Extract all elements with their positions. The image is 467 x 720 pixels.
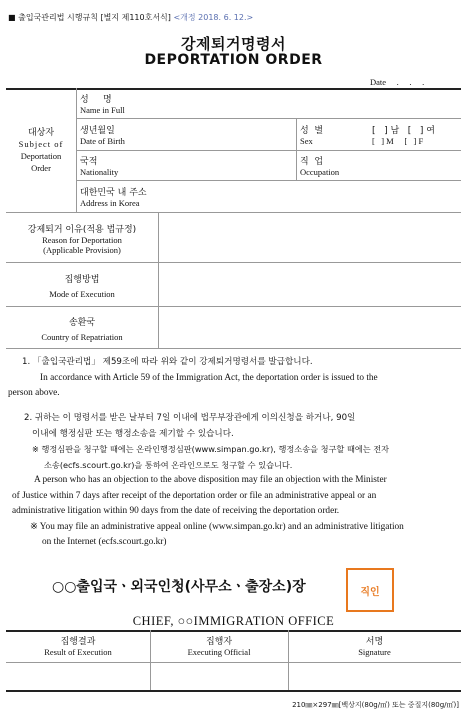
subject-label-ko: 대상자: [27, 128, 55, 138]
reason-label-en-2: (Applicable Provision): [43, 245, 121, 255]
signature-header-en: Signature: [358, 647, 391, 657]
reason-label: [6, 222, 158, 255]
official-seal: [346, 568, 394, 612]
official-header-en: Executing Official: [187, 647, 251, 657]
repatriation-label-en: Country of Repatriation: [41, 332, 123, 342]
seal-label: 직인: [360, 586, 380, 598]
bullet-icon: ■: [8, 13, 16, 22]
notice-2-ko-4: 소송(ecfs.scourt.go.kr)을 통하여 온라인으로도 청구할 수 있습니다.: [44, 459, 293, 470]
dob-label-en: Date of Birth: [80, 136, 125, 146]
issuer-title-en: CHIEF, ○○IMMIGRATION OFFICE: [132, 614, 335, 628]
official-header: [150, 634, 288, 657]
form-reference: 출입국관리법 시행규칙 [별지 제110호서식]: [18, 13, 171, 22]
notice-2-en-2: of Justice within 7 days after receipt of the deportation order or file an administrative appeal or an: [12, 490, 377, 501]
date-label: Date . . .: [370, 77, 425, 87]
official-input[interactable]: [152, 664, 286, 688]
reason-label-en-1: Reason for Deportation: [42, 235, 122, 245]
notice-2-en-1: A person who has an objection to the above disposition may file an objection with the Minister: [34, 475, 387, 485]
mode-label: [6, 272, 158, 299]
sex-options-en[interactable]: [ ] M [ ] F: [372, 136, 424, 146]
reason-label-ko: 강제퇴거 이유(적용 법규정): [27, 225, 137, 235]
notice-2: [12, 411, 464, 551]
reason-input[interactable]: [160, 214, 460, 260]
subject-label: [6, 125, 76, 174]
name-field[interactable]: [80, 92, 125, 115]
notice-2-en-3: administrative litigation within 90 days from the date of receiving the deportation order.: [12, 506, 340, 516]
mode-label-en: Mode of Execution: [49, 289, 115, 299]
result-header-en: Result of Execution: [44, 647, 112, 657]
sex-options[interactable]: [372, 123, 435, 146]
notice-1: [8, 355, 462, 402]
address-label-ko: 대한민국 내 주소: [80, 188, 147, 198]
nationality-field[interactable]: [80, 154, 118, 177]
repatriation-label-ko: 송환국: [68, 318, 96, 328]
mode-label-ko: 집행방법: [64, 275, 100, 285]
signature-header: [288, 634, 461, 657]
repatriation-input[interactable]: [160, 308, 460, 346]
result-input[interactable]: [8, 664, 148, 688]
notice-1-ko: 1. 「출입국관리법」 제59조에 따라 위와 같이 강제퇴거명령서를 발급합니다.: [22, 357, 313, 367]
sex-label-ko: 성 별: [300, 126, 324, 136]
dob-field[interactable]: [80, 123, 125, 146]
official-header-ko: 집행자: [205, 637, 233, 647]
notice-1-en-1: In accordance with Article 59 of the Immigration Act, the deportation order is issued to the: [40, 372, 378, 383]
name-label-en: Name in Full: [80, 105, 125, 115]
issuer-title-ko: ○○출입국ㆍ외국인청(사무소ㆍ출장소)장: [52, 579, 306, 595]
subject-label-en-2: Deportation: [20, 151, 62, 161]
signature-header-ko: 서명: [365, 637, 384, 647]
nationality-label-ko: 국적: [80, 157, 98, 167]
result-header-ko: 집행결과: [60, 637, 96, 647]
address-field[interactable]: [80, 185, 147, 208]
sex-field: [300, 123, 323, 146]
subject-label-en-1: Subject of: [18, 139, 64, 149]
notice-2-en-5: on the Internet (ecfs.scourt.go.kr): [42, 537, 167, 547]
occupation-label-en: Occupation: [300, 167, 340, 177]
repatriation-label: [6, 315, 158, 342]
title-english: DEPORTATION ORDER: [144, 52, 323, 68]
sex-label-en: Sex: [300, 136, 313, 146]
notice-2-en-4: ※ You may file an administrative appeal online (www.simpan.go.kr) and an administrative litigation: [30, 521, 404, 532]
mode-input[interactable]: [160, 264, 460, 304]
title-korean: 강제퇴거명령서: [181, 35, 286, 53]
occupation-label-ko: 직 업: [300, 157, 324, 167]
notice-2-ko-3: ※ 행정심판을 청구할 때에는 온라인행정심판(www.simpan.go.kr), 행정소송을 청구할 때에는 전자: [32, 444, 390, 454]
notice-2-ko-2: 이내에 행정심판 또는 행정소송을 제기할 수 있습니다.: [32, 428, 234, 439]
dob-label-ko: 생년월일: [80, 126, 115, 136]
notice-1-en-2: person above.: [8, 388, 60, 398]
paper-spec-footer: 210㎜×297㎜[백상지(80g/㎡) 또는 중질지(80g/㎡)]: [292, 701, 459, 709]
sex-options-ko[interactable]: [ ] 남 [ ] 여: [372, 126, 435, 136]
revision-date: <개정 2018. 6. 12.>: [173, 13, 254, 22]
form-header: [8, 12, 253, 23]
signature-input[interactable]: [290, 664, 460, 688]
nationality-label-en: Nationality: [80, 167, 119, 177]
name-label-ko: 성 명: [80, 95, 112, 105]
address-label-en: Address in Korea: [80, 198, 140, 208]
subject-label-en-3: Order: [31, 163, 51, 173]
occupation-field[interactable]: [300, 154, 339, 177]
notice-2-ko-1: 2. 귀하는 이 명령서를 받은 날부터 7일 이내에 법무부장관에게 이의신청을 하거나, 90일: [24, 413, 356, 423]
result-header: [6, 634, 150, 657]
